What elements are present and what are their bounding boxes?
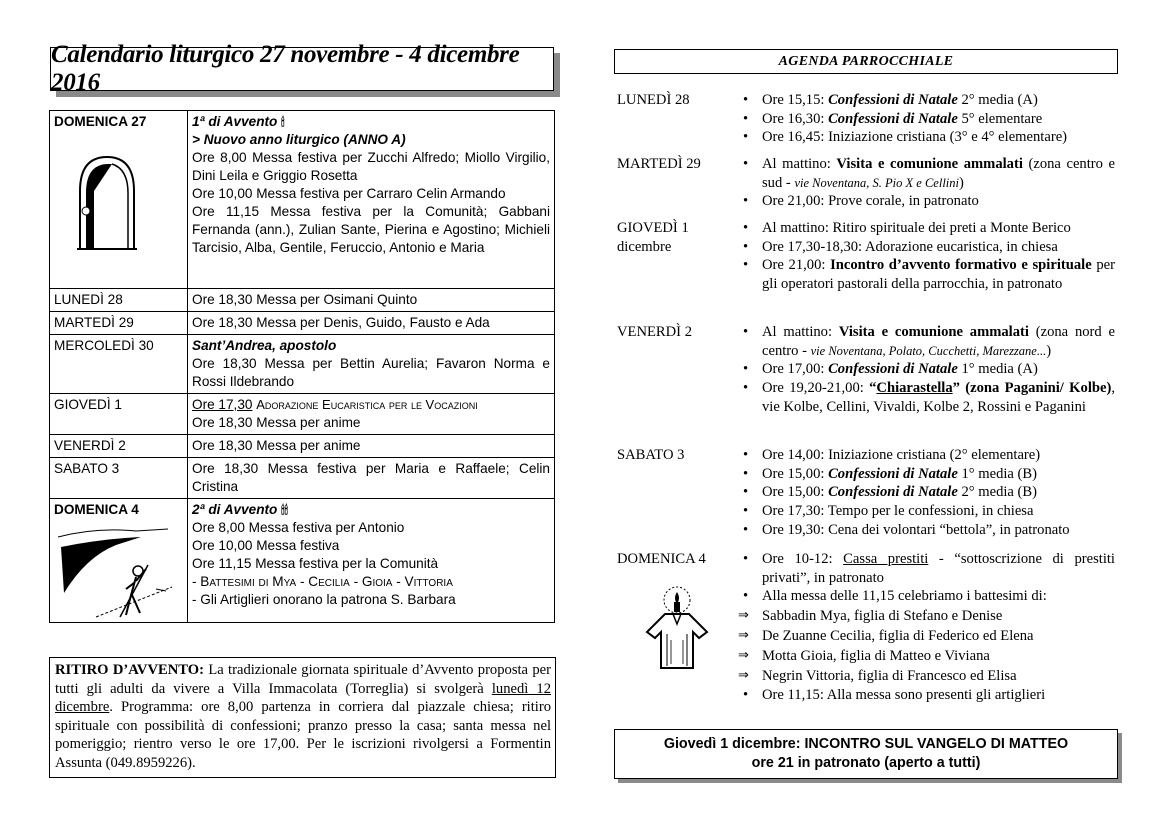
mass-entry: Ore 18,30 Messa per Osimani Quinto: [188, 289, 555, 312]
mass-entry: Ore 18,30 Messa per Denis, Guido, Fausto e Ada: [188, 312, 555, 335]
list-item: • Ore 19,30: Cena dei volontari “bettola”, in patronato: [741, 521, 1115, 540]
baptisms-note: - Battesimi di Mya - Cecilia - Gioia - Vittoria: [192, 574, 453, 589]
table-row: [50, 335, 555, 394]
list-item: • Ore 11,15: Alla messa sono presenti gli artiglieri: [741, 686, 1115, 705]
gospel-meeting-notice: [614, 729, 1118, 779]
pilgrim-icon: [56, 525, 174, 621]
list-item: • Ore 17,00: Confessioni di Natale 1° media (A): [741, 360, 1115, 379]
list-item: • Al mattino: Ritiro spirituale dei preti a Monte Berico: [741, 219, 1115, 238]
mass-entry: Ore 18,30 Messa per Bettin Aurelia; Favaron Norma e Rossi Ildebrando: [192, 356, 550, 389]
list-item: • Alla messa delle 11,15 celebriamo i battesimi di:: [741, 587, 1115, 606]
mass-entry: Ore 8,00 Messa festiva per Zucchi Alfredo; Miollo Virgilio, Dini Leila e Griggio Rosetta: [192, 150, 550, 183]
ritiro-box: [49, 657, 556, 778]
agenda-day-label: DOMENICA 4: [617, 551, 706, 567]
mass-entry: Ore 11,15 Messa festiva per la Comunità; Gabbani Fernanda (ann.), Zulian Sante, Pierina e Agostino; Michieli Tarcisio, Alba, Gentile, Feruccio, Antonio e Maria: [192, 204, 550, 255]
mass-entry: Ore 11,15 Messa festiva per la Comunità: [192, 556, 439, 571]
day-label: SABATO 3: [50, 458, 188, 499]
agenda-header: AGENDA PARROCCHIALE: [614, 49, 1118, 74]
day-label: DOMENICA 27: [54, 114, 147, 129]
list-item: • Ore 17,30: Tempo per le confessioni, in chiesa: [741, 502, 1115, 521]
table-row: [50, 435, 555, 458]
table-row: [50, 394, 555, 435]
mass-entry: Ore 8,00 Messa festiva per Antonio: [192, 520, 405, 535]
list-item: • Ore 19,20-21,00: “Chiarastella” (zona Paganini/ Kolbe), vie Kolbe, Cellini, Vivaldi, Kolbe 2, Rossini e Paganini: [741, 379, 1115, 416]
agenda-day-label: VENERDÌ 2: [617, 324, 692, 340]
list-item: • Ore 16,30: Confessioni di Natale 5° elementare: [741, 110, 1115, 129]
list-item: • Al mattino: Visita e comunione ammalati (zona nord e centro - vie Noventana, Polato, Cucchetti, Marezzane...): [741, 323, 1115, 360]
day-label: MERCOLEDÌ 30: [50, 335, 188, 394]
list-item: • Ore 17,30-18,30: Adorazione eucaristica, in chiesa: [741, 238, 1115, 257]
agenda-giovedi: [617, 219, 1119, 294]
ritiro-label: RITIRO D’AVVENTO:: [55, 662, 204, 678]
baptism-item: ⇒ De Zuanne Cecilia, figlia di Federico ed Elena: [741, 626, 1115, 646]
new-year-note: > Nuovo anno liturgico (ANNO A): [192, 132, 406, 147]
liturgical-calendar-table: [49, 110, 555, 623]
adoration-title: Adorazione Eucaristica per le Vocazioni: [256, 397, 478, 412]
agenda-lunedi: [617, 91, 1119, 147]
mass-entry: Ore 18,30 Messa per anime: [188, 435, 555, 458]
page-title: Calendario liturgico 27 novembre - 4 dicembre 2016: [50, 47, 554, 91]
agenda-martedi: [617, 155, 1119, 211]
candle-icon: 🕯: [281, 115, 285, 129]
table-row: [50, 312, 555, 335]
day-content: [188, 335, 555, 394]
notice-line: ore 21 in patronato (aperto a tutti): [751, 755, 981, 771]
notice-line: Giovedì 1 dicembre: INCONTRO SUL VANGELO DI MATTEO: [663, 736, 1069, 752]
day-label: DOMENICA 4: [54, 502, 139, 517]
ritiro-text: La tradizionale giornata spirituale d’Avvento proposta per tutti gli adulti da vivere a Villa Immacolata (Torreglia) si svolgerà: [55, 662, 552, 697]
day-content: [188, 111, 555, 289]
feast-title: Sant’Andrea, apostolo: [192, 338, 337, 353]
ritiro-date: lunedì 12 dicembre: [55, 680, 551, 716]
table-row: [50, 289, 555, 312]
sunday-title: 2ª di Avvento: [192, 502, 278, 517]
list-item: • Ore 21,00: Incontro d’avvento formativo e spirituale per gli operatori pastorali della parrocchia, in patronato: [741, 256, 1115, 293]
list-item: • Ore 15,00: Confessioni di Natale 1° media (B): [741, 465, 1115, 484]
baptism-item: ⇒ Motta Gioia, figlia di Matteo e Viviana: [741, 646, 1115, 666]
candles-icon: 🕯🕯: [281, 503, 288, 517]
agenda-day-label: GIOVEDÌ 1 dicembre: [617, 220, 689, 255]
agenda-sabato: [617, 446, 1119, 540]
day-label: LUNEDÌ 28: [50, 289, 188, 312]
mass-entry: Ore 10,00 Messa festiva: [192, 538, 340, 553]
artillery-note: - Gli Artiglieri onorano la patrona S. Barbara: [192, 592, 456, 607]
agenda-day-label: LUNEDÌ 28: [617, 92, 690, 108]
baptism-item: ⇒ Sabbadin Mya, figlia di Stefano e Denise: [741, 606, 1115, 626]
ritiro-text: . Programma: ore 8,00 partenza in corriera dal piazzale chiesa; ritiro spirituale con possibilità di confessioni; pranzo presso la casa; santa messa nel pomeriggio; rientro verso le ore 17,00. Per le iscrizioni rivolgersi a Formentin Assunta (049.8959226).: [55, 699, 551, 771]
mass-entry: Ore 18,30 Messa festiva per Maria e Raffaele; Celin Cristina: [188, 458, 555, 499]
agenda-venerdi: [617, 323, 1119, 417]
church-door-icon: [72, 151, 142, 251]
day-content: [188, 499, 555, 623]
baptism-garment-icon: [637, 580, 717, 670]
adoration-time: Ore 17,30: [192, 397, 253, 412]
day-content: [188, 394, 555, 435]
agenda-domenica: [617, 550, 1119, 705]
day-label: VENERDÌ 2: [50, 435, 188, 458]
list-item: • Ore 15,15: Confessioni di Natale 2° media (A): [741, 91, 1115, 110]
list-item: • Ore 14,00: Iniziazione cristiana (2° elementare): [741, 446, 1115, 465]
list-item: • Ore 21,00: Prove corale, in patronato: [741, 192, 1115, 211]
list-item: • Al mattino: Visita e comunione ammalati (zona centro e sud - vie Noventana, S. Pio X e Cellini): [741, 155, 1115, 192]
list-item: • Ore 16,45: Iniziazione cristiana (3° e 4° elementare): [741, 128, 1115, 147]
baptism-item: ⇒ Negrin Vittoria, figlia di Francesco ed Elisa: [741, 666, 1115, 686]
table-row: [50, 458, 555, 499]
list-item: • Ore 15,00: Confessioni di Natale 2° media (B): [741, 483, 1115, 502]
day-label: GIOVEDÌ 1: [50, 394, 188, 435]
mass-entry: Ore 10,00 Messa festiva per Carraro Celin Armando: [192, 186, 506, 201]
mass-entry: Ore 18,30 Messa per anime: [192, 415, 361, 430]
agenda-day-label: MARTEDÌ 29: [617, 156, 701, 172]
list-item: • Ore 10-12: Cassa prestiti - “sottoscrizione di prestiti privati”, in patronato: [741, 550, 1115, 587]
day-label: MARTEDÌ 29: [50, 312, 188, 335]
sunday-title: 1ª di Avvento: [192, 114, 278, 129]
agenda-day-label: SABATO 3: [617, 447, 685, 463]
day-cell: [50, 499, 188, 623]
table-row: [50, 499, 555, 623]
day-cell: [50, 111, 188, 289]
table-row: [50, 111, 555, 289]
